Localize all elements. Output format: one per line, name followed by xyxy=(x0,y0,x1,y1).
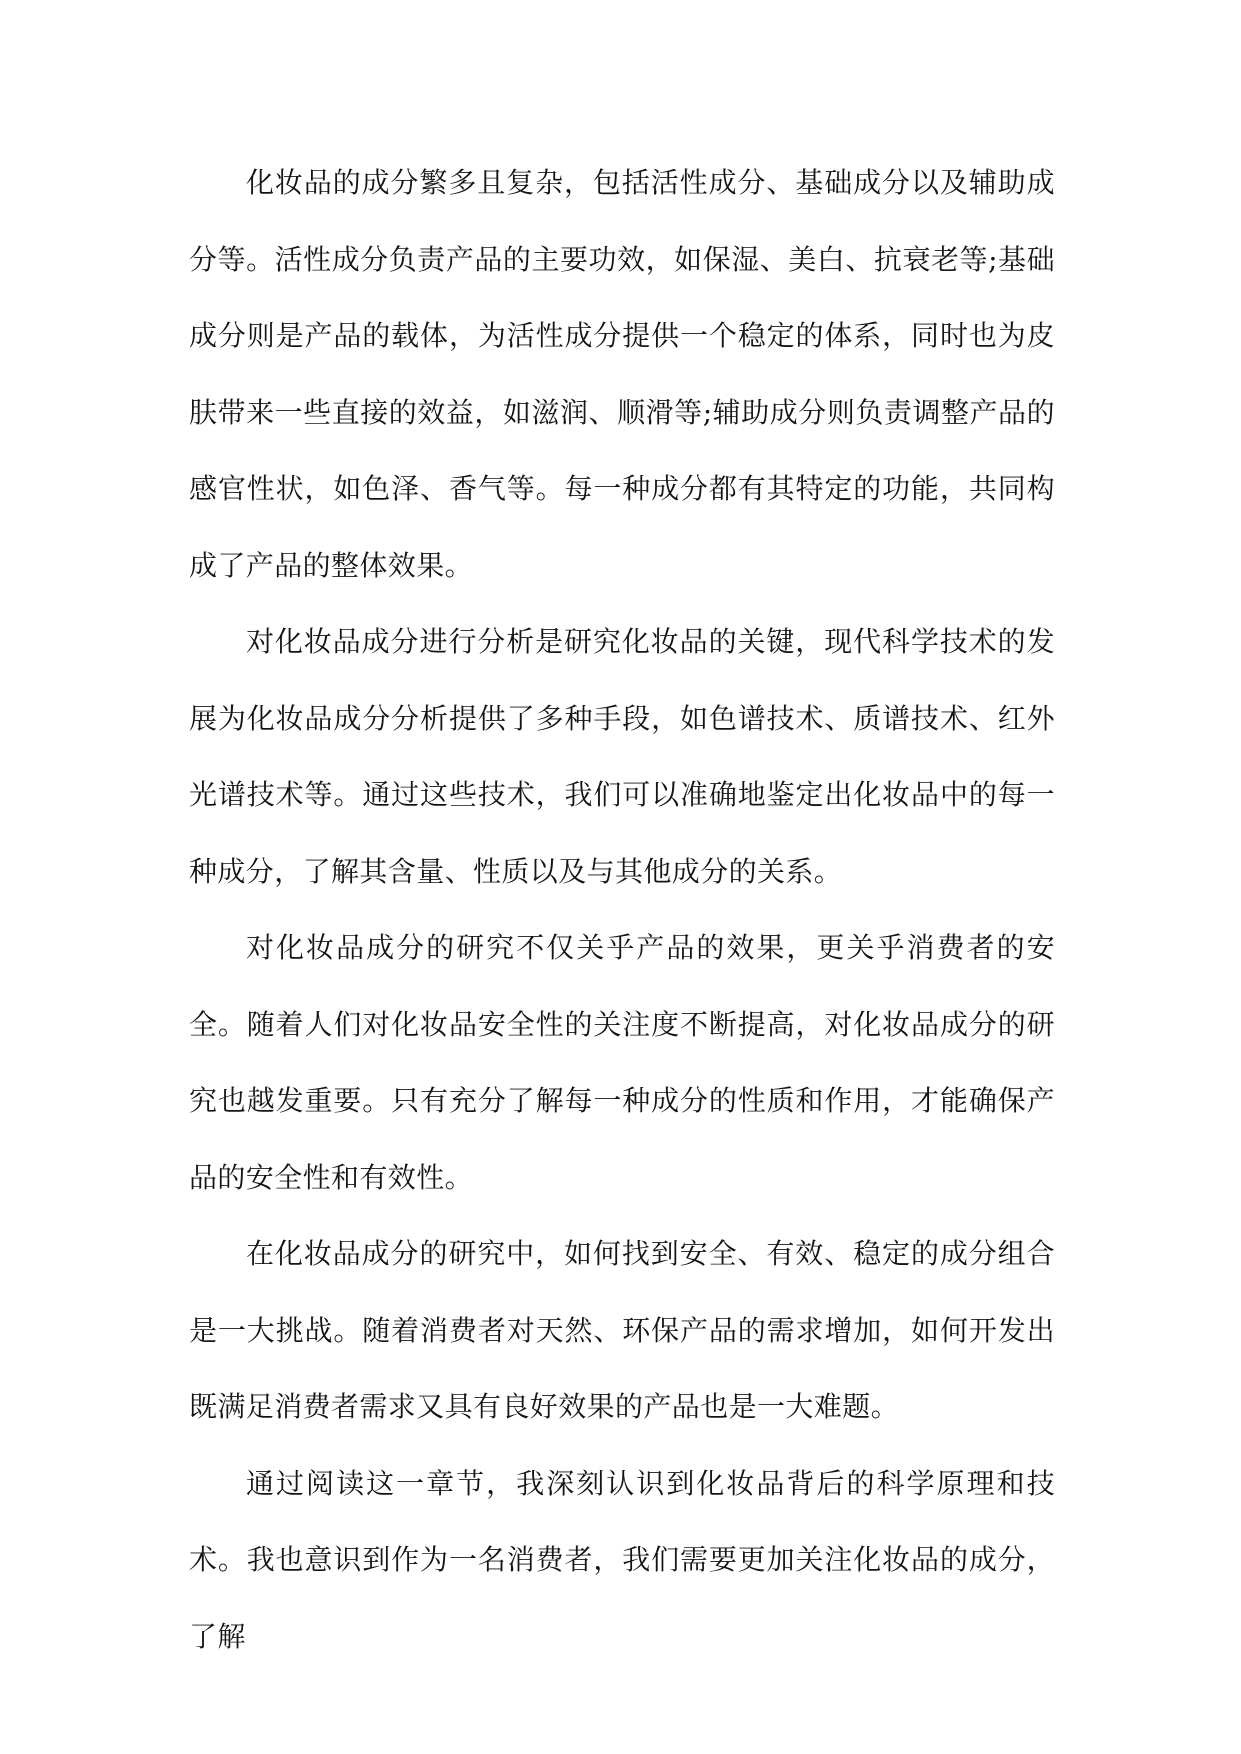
paragraph-analysis-methods: 对化妆品成分进行分析是研究化妆品的关键，现代科学技术的发展为化妆品成分分析提供了多种手段，如色谱技术、质谱技术、红外光谱技术等。通过这些技术，我们可以准确地鉴定出化妆品中的每一种成分，了解其含量、性质以及与其他成分的关系。 xyxy=(189,625,1055,888)
document-body xyxy=(189,145,1055,1675)
paragraph-safety-importance: 对化妆品成分的研究不仅关乎产品的效果，更关乎消费者的安全。随着人们对化妆品安全性的关注度不断提高，对化妆品成分的研究也越发重要。只有充分了解每一种成分的性质和作用，才能确保产品的安全性和有效性。 xyxy=(189,931,1055,1194)
paragraph-reading-reflection: 通过阅读这一章节，我深刻认识到化妆品背后的科学原理和技术。我也意识到作为一名消费者，我们需要更加关注化妆品的成分，了解 xyxy=(189,1466,1055,1653)
paragraph-research-challenges: 在化妆品成分的研究中，如何找到安全、有效、稳定的成分组合是一大挑战。随着消费者对天然、环保产品的需求增加，如何开发出既满足消费者需求又具有良好效果的产品也是一大难题。 xyxy=(189,1237,1055,1423)
paragraph-ingredient-types: 化妆品的成分繁多且复杂，包括活性成分、基础成分以及辅助成分等。活性成分负责产品的主要功效，如保湿、美白、抗衰老等;基础成分则是产品的载体，为活性成分提供一个稳定的体系，同时也为皮肤带来一些直接的效益，如滋润、顺滑等;辅助成分则负责调整产品的感官性状，如色泽、香气等。每一种成分都有其特定的功能，共同构成了产品的整体效果。 xyxy=(189,166,1055,582)
